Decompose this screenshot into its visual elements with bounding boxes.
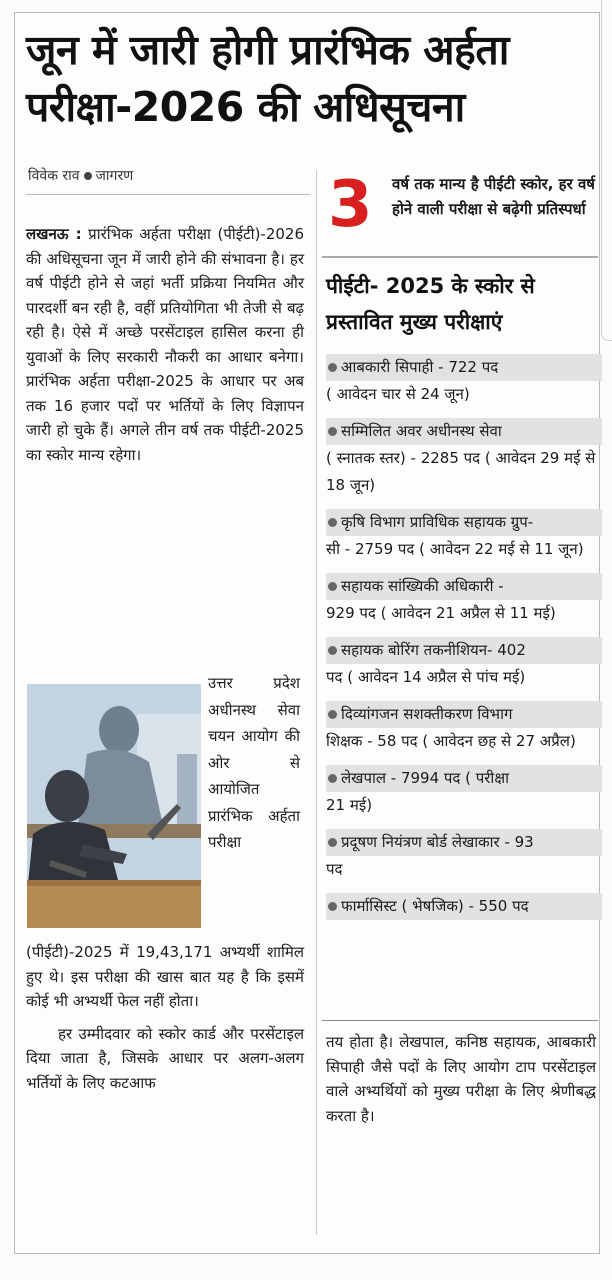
- bullet-icon: [328, 838, 337, 847]
- column-separator: [316, 170, 317, 1235]
- lead-paragraph: [26, 222, 304, 467]
- students-silhouette-image: [27, 684, 201, 928]
- item-head-text: लेखपाल - 7994 पद ( परीक्षा: [341, 769, 509, 787]
- paragraph: (पीईटी)-2025 में 19,43,171 अभ्यर्थी शामिल हुए थे। इस परीक्षा की खास बात यह है कि इसमें कोई भी अभ्यर्थी फेल नहीं होता।: [26, 943, 304, 1010]
- item-head: [326, 893, 602, 920]
- list-item: [326, 701, 602, 755]
- dateline: लखनऊ :: [26, 225, 82, 243]
- item-head: [326, 701, 602, 728]
- item-head-text: कृषि विभाग प्राविधिक सहायक ग्रुप-: [341, 513, 534, 531]
- wrap-text: उत्तर प्रदेश अधीनस्थ सेवा चयन आयोग की ओर से आयोजित प्रारंभिक अर्हता परीक्षा: [208, 674, 300, 851]
- item-head: [326, 418, 602, 445]
- bullet-icon: [328, 646, 337, 655]
- item-detail: 929 पद ( आवेदन 21 अप्रैल से 11 मई): [326, 604, 556, 622]
- body-continued: [26, 940, 304, 1095]
- bullet-icon: [328, 902, 337, 911]
- item-head-text: प्रदूषण नियंत्रण बोर्ड लेखाकार - 93: [341, 833, 534, 851]
- item-head-text: दिव्यांगजन सशक्तीकरण विभाग: [341, 705, 513, 723]
- item-detail: पद: [326, 860, 343, 878]
- list-item: [326, 509, 602, 563]
- byline-source: जागरण: [95, 168, 134, 184]
- item-detail: 21 मई): [326, 796, 373, 814]
- bullet-icon: [328, 518, 337, 527]
- item-detail: पद ( आवेदन 14 अप्रैल से पांच मई): [326, 668, 526, 686]
- item-head-text: सहायक सांख्यिकी अधिकारी -: [341, 577, 504, 595]
- headline: जून में जारी होगी प्रारंभिक अर्हता परीक्षा-2026 की अधिसूचना: [26, 26, 509, 131]
- exam-list: [326, 354, 602, 930]
- paragraph: हर उम्मीदवार को स्कोर कार्ड और परसेंटाइल दिया जाता है, जिसके आधार पर अलग-अलग भर्तियों के लिए कटआफ: [26, 1024, 304, 1092]
- list-item: [326, 765, 602, 819]
- divider: [322, 256, 598, 258]
- item-detail: सी - 2759 पद ( आवेदन 22 मई से 11 जून): [326, 540, 584, 558]
- highlight-number: 3: [328, 168, 373, 242]
- box-title: पीईटी- 2025 के स्कोर से प्रस्तावित मुख्य परीक्षाएं: [326, 274, 535, 334]
- item-head: [326, 637, 602, 664]
- item-head-text: सहायक बोरिंग तकनीशियन- 402: [341, 641, 526, 659]
- bullet-icon: [328, 710, 337, 719]
- item-head: [326, 573, 602, 600]
- item-detail: शिक्षक - 58 पद ( आवेदन छह से 27 अप्रैल): [326, 732, 576, 750]
- bullet-icon: [84, 172, 92, 180]
- lead-body: प्रारंभिक अर्हता परीक्षा (पीईटी)-2026 की अधिसूचना जून में जारी होने की संभावना है। हर वर्ष पीईटी होने से जहां भर्ती प्रक्रिया नियमित और पारदर्शी बन रही है, वहीं प्रतियोगिता भी तेजी से बढ़ रही है। ऐसे में अच्छे परसेंटाइल हासिल करना ही युवाओं के लिए सरकारी नौकरी का आधार बनेगा। प्रारंभिक अर्हता परीक्षा-2025 के आधार पर अब तक 16 हजार पदों पर भर्तियों के लिए विज्ञापन जारी हो चुके हैं। अगले तीन वर्ष तक पीईटी-2025 का स्कोर मान्य रहेगा।: [26, 225, 305, 464]
- highlight-text: वर्ष तक मान्य है पीईटी स्कोर, हर वर्ष होने वाली परीक्षा से बढ़ेगी प्रतिस्पर्धा: [392, 175, 595, 218]
- item-head-text: आबकारी सिपाही - 722 पद: [341, 358, 499, 376]
- list-item: [326, 573, 602, 627]
- byline-author: विवेक राव: [28, 168, 80, 184]
- item-head: [326, 509, 602, 536]
- divider: [322, 1020, 598, 1021]
- page-edge: [601, 0, 612, 341]
- list-item: [326, 829, 602, 883]
- item-head: [326, 354, 602, 381]
- item-head: [326, 765, 602, 792]
- list-item: [326, 893, 602, 920]
- bullet-icon: [328, 774, 337, 783]
- item-head-text: फार्मासिस्ट ( भेषजिक) - 550 पद: [341, 897, 529, 915]
- divider: [26, 194, 310, 195]
- list-item: [326, 637, 602, 691]
- byline: [28, 166, 133, 185]
- item-head: [326, 829, 602, 856]
- item-detail: ( स्नातक स्तर) - 2285 पद ( आवेदन 29 मई से 18 जून): [326, 449, 596, 494]
- item-head-text: सम्मिलित अवर अधीनस्थ सेवा: [341, 422, 502, 440]
- bullet-icon: [328, 363, 337, 372]
- bullet-icon: [328, 582, 337, 591]
- list-item: [326, 354, 602, 408]
- closing-paragraph: तय होता है। लेखपाल, कनिष्ठ सहायक, आबकारी सिपाही जैसे पदों के लिए आयोग टाप परसेंटाइल वाले अभ्यर्थियों को मुख्य परीक्षा के लिए श्रेणीबद्ध करता है।: [326, 1033, 596, 1125]
- item-detail: ( आवेदन चार से 24 जून): [326, 385, 470, 403]
- students-photo: [27, 684, 201, 928]
- bullet-icon: [328, 427, 337, 436]
- list-item: [326, 418, 602, 499]
